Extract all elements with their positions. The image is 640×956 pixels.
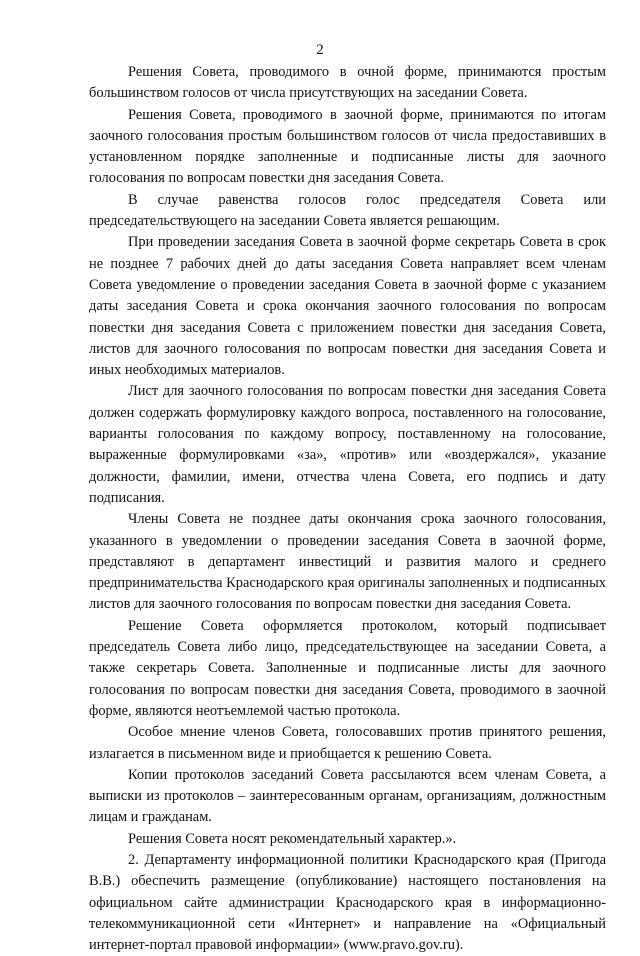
paragraph-protocol-copies: Копии протоколов заседаний Совета рассылаются всем членам Совета, а выписки из протоколов – заинтересованным органам, организациям, должностным лицам и гражданам. xyxy=(89,766,606,826)
paragraph-advisory-nature: Решения Совета носят рекомендательный характер.». xyxy=(128,830,457,847)
paragraph-absentee-notice: При проведении заседания Совета в заочной форме секретарь Совета в срок не позднее 7 рабочих дней до даты заседания Совета направляет всем членам Совета уведомление о проведении заседания Совета в заочной форме с указанием даты заседания Совета и срока окончания заочного голосования по вопросам повестки дня заседания Совета с приложением повестки дня заседания Совета, листов для заочного голосования по вопросам повестки дня заседания Совета и иных необходимых материалов. xyxy=(89,234,606,379)
document-body xyxy=(89,62,606,956)
paragraph-voting-absentee: Решения Совета, проводимого в заочной форме, принимаются по итогам заочного голосования простым большинством голосов от числа предоставивших в установленном порядке заполненные и подписанные листы для заочного голосования по вопросам повестки дня заседания Совета. xyxy=(89,106,606,187)
paragraph-voting-in-person: Решения Совета, проводимого в очной форме, принимаются простым большинством голосов от числа присутствующих на заседании Совета. xyxy=(89,64,606,102)
paragraph-tie-vote: В случае равенства голосов голос председателя Совета или председательствующего на заседании Совета является решающим. xyxy=(89,191,606,230)
paragraph-dissenting-opinion: Особое мнение членов Совета, голосовавших против принятого решения, излагается в письменном виде и приобщается к решению Совета. xyxy=(89,724,606,762)
paragraph-submission: Члены Совета не позднее даты окончания срока заочного голосования, указанного в уведомлении о проведении заседания Совета в заочной форме, представляют в департамент инвестиций и развития малого и среднего предпринимательства Краснодарского края оригиналы заполненных и подписанных листов для заочного голосования по вопросам повестки дня заседания Совета. xyxy=(89,511,606,613)
paragraph-voting-sheet: Лист для заочного голосования по вопросам повестки дня заседания Совета должен содержать формулировку каждого вопроса, поставленного на голосование, варианты голосования по каждому вопросу, поставленному на голосование, выраженные формулировками «за», «против» или «воздержался», указание должности, фамилии, имени, отчества члена Совета, его подпись и дату подписания. xyxy=(89,383,606,506)
paragraph-protocol: Решение Совета оформляется протоколом, который подписывает председатель Совета либо лицо, председательствующее на заседании Совета, а также секретарь Совета. Заполненные и подписанные листы для заочного голосования по вопросам повестки дня заседания Совета, проводимого в заочной форме, являются неотъемлемой частью протокола. xyxy=(89,617,606,719)
page-number: 2 xyxy=(316,42,324,58)
paragraph-clause-2-publication: 2. Департаменту информационной политики Краснодарского края (Пригода В.В.) обеспечить размещение (опубликование) настоящего постановления на официальном сайте администрации Краснодарского края в информационно-телекоммуникационной сети «Интернет» и направление на «Официальный интернет-портал правовой информации» (www.pravo.gov.ru). xyxy=(89,851,606,954)
